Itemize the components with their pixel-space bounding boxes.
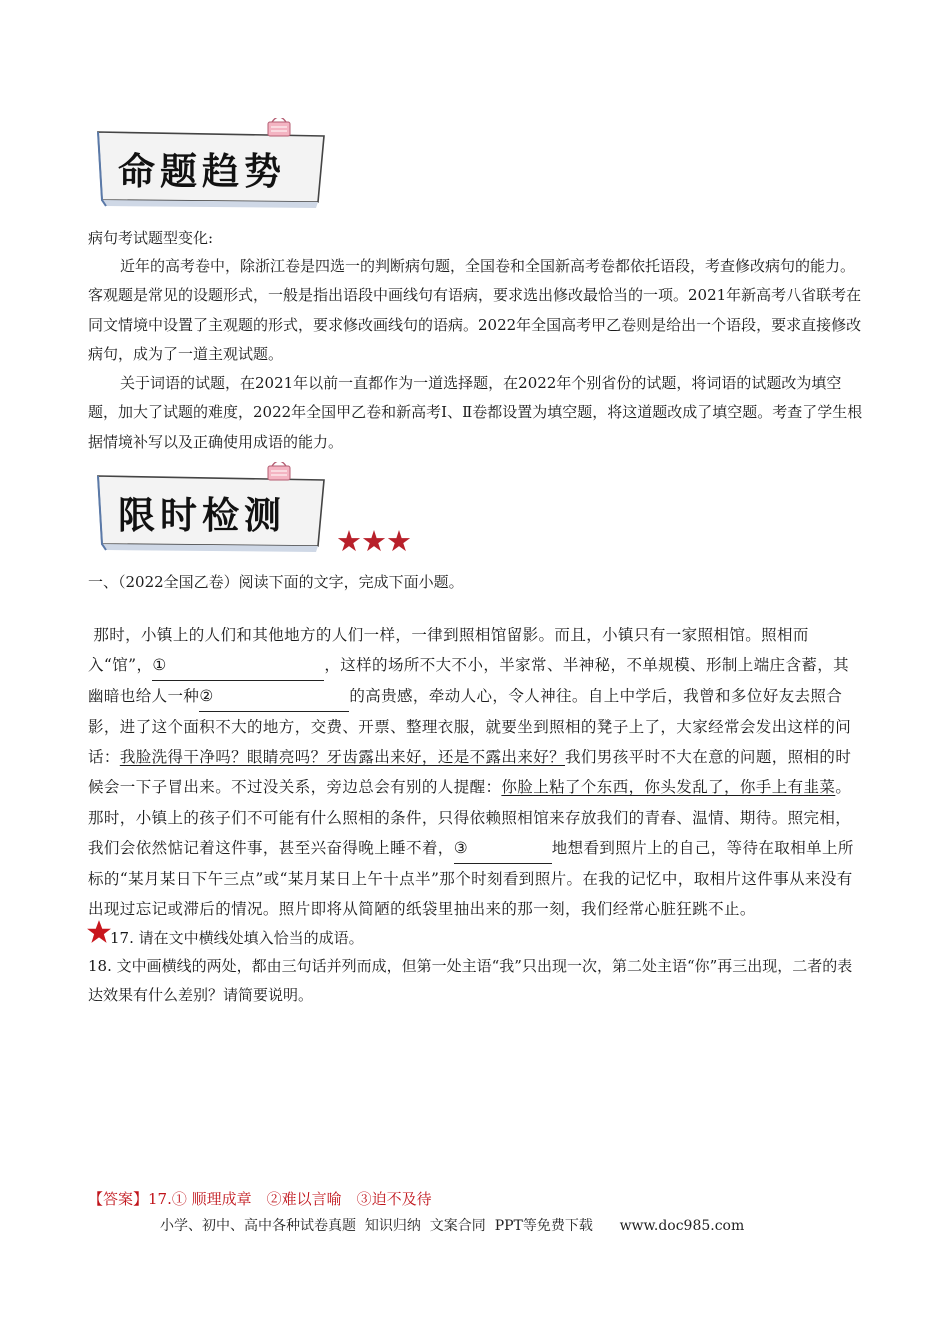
blank-marker: ② xyxy=(199,687,214,706)
binder-clip-icon xyxy=(268,118,290,136)
passage-text: ，这样的场所不大不小，半家常、半神秘，不单规模、形制上端庄含蓄，其幽暗也给人一种 xyxy=(88,656,850,706)
difficulty-stars: ★★★ xyxy=(336,524,411,558)
binder-clip-icon xyxy=(268,462,290,480)
banner-title: 限时检测 xyxy=(118,494,286,537)
intro-paragraph-1: 近年的高考卷中，除浙江卷是四选一的判断病句题，全国卷和全国新高考卷都依托语段，考查修改病句的能力。客观题是常见的设题形式，一般是指出语段中画线句有语病，要求选出修改最恰当的一项。2021年新高考八省联考在同文情境中设置了主观题的形式，要求修改画线句的语病。2022年全国高考甲乙卷则是给出一个语段，要求直接修改病句，成为了一道主观试题。 xyxy=(88,257,862,363)
intro-heading: 病句考试题型变化: xyxy=(88,229,214,247)
blank-3 xyxy=(454,833,552,864)
question-17: 17. 请在文中横线处填入恰当的成语。 xyxy=(110,929,364,947)
banner-test xyxy=(92,462,330,558)
banner-trend xyxy=(92,118,330,214)
underlined-sentence-1: 我脸洗得干净吗？眼睛亮吗？牙齿露出来好，还是不露出来好？ xyxy=(119,748,566,767)
reading-passage xyxy=(88,620,864,924)
intro-paragraph-2: 关于词语的试题，在2021年以前一直都作为一道选择题，在2022年个别省份的试题，将词语的试题改为填空题，加大了试题的难度，2022年全国甲乙卷和新高考Ⅰ、Ⅱ卷都设置为填空题，将这道题改成了填空题。考查了学生根据情境补写以及正确使用成语的能力。 xyxy=(88,374,863,451)
blank-marker: ③ xyxy=(453,838,468,857)
passage-text: 那时，小镇上的人们和其他地方的人们一样，一律到照相馆留影。而且，小镇只有一家照相馆。照相而入“馆”， xyxy=(88,626,809,675)
question-intro: 一、（2022全国乙卷）阅读下面的文字，完成下面小题。 xyxy=(88,573,464,591)
underlined-sentence-2: 你脸上粘了个东西，你头发乱了，你手上有韭菜 xyxy=(501,778,836,797)
footer-text: 小学、初中、高中各种试卷真题 知识归纳 文案合同 PPT等免费下载 www.doc985.com xyxy=(160,1218,745,1234)
question-18: 18. 文中画横线的两处，都由三句话并列而成，但第一处主语“我”只出现一次，第二处主语“你”再三出现，二者的表达效果有什么差别？请简要说明。 xyxy=(88,957,853,1004)
blank-2 xyxy=(199,681,349,712)
passage-text: 。那时，小镇上的孩子们不可能有什么照相的条件，只得依赖照相馆来存放我们的青春、温情、期待。照完相，我们会依然惦记着这件事，甚至兴奋得晚上睡不着， xyxy=(88,778,852,857)
blank-marker: ① xyxy=(152,656,167,675)
passage-text: 的高贵感，牵动人心，令人神往。自上中学后，我曾和多位好友去照合影，进了这个面积不大的地方，交费、开票、整理衣服，就要坐到照相的凳子上了，大家经常会发出这样的问话： xyxy=(88,687,852,767)
star-icon xyxy=(86,919,112,945)
passage-text: 我们男孩平时不大在意的问题，照相的时候会一下子冒出来。不过没关系，旁边总会有别的人提醒： xyxy=(88,748,852,797)
banner-title: 命题趋势 xyxy=(118,150,286,193)
answer-line: 【答案】17.① 顺理成章 ②难以言喻 ③迫不及待 xyxy=(88,1190,432,1208)
passage-text: 地想看到照片上的自己，等待在取相单上所标的“某月某日下午三点”或“某月某日上午十点半”那个时刻看到照片。在我的记忆中，取相片这件事从来没有出现过忘记或滞后的情况。照片即将从简陋的纸袋里抽出来的那一刻，我们经常心脏狂跳不止。 xyxy=(88,838,854,918)
blank-1 xyxy=(152,650,324,681)
